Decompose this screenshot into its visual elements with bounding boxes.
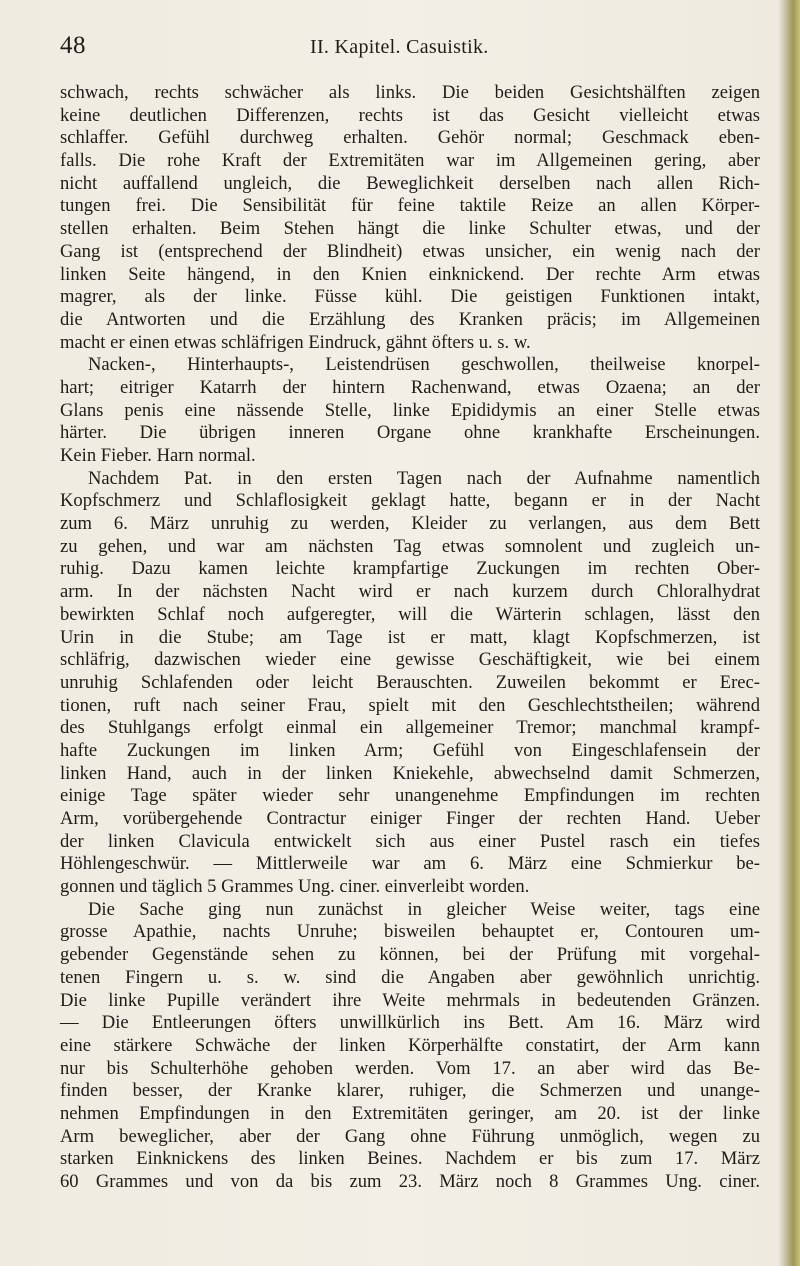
text-line: nur bis Schulterhöhe gehoben werden. Vom 17. an aber wird das Be- [60,1057,760,1079]
text-line: linken Seite hängend, in den Knien einknickend. Der rechte Arm etwas [60,263,760,285]
text-line: keine deutlichen Differenzen, rechts ist das Gesicht vielleicht etwas [60,104,760,126]
text-line: hart; eitriger Katarrh der hintern Rachenwand, etwas Ozaena; an der [60,376,760,398]
text-line: nicht auffallend ungleich, die Beweglichkeit derselben nach allen Rich- [60,172,760,194]
text-line: tungen frei. Die Sensibilität für feine taktile Reize an allen Körper- [60,195,760,217]
text-line: härter. Die übrigen inneren Organe ohne krankhafte Erscheinungen. [60,422,760,444]
text-line: bewirkten Schlaf noch aufgeregter, will die Wärterin schlagen, lässt den [60,603,760,625]
text-line: Kopfschmerz und Schlaflosigkeit geklagt hatte, begann er in der Nacht [60,490,760,512]
text-line: des Stuhlgangs erfolgt einmal ein allgemeiner Tremor; manchmal krampf- [60,717,760,739]
text-line: zu gehen, und war am nächsten Tag etwas somnolent und zugleich un- [60,535,760,557]
text-line: 60 Grammes und von da bis zum 23. März noch 8 Grammes Ung. ciner. [60,1171,760,1192]
text-line: Höhlengeschwür. — Mittlerweile war am 6. März eine Schmierkur be- [60,853,760,875]
text-line: Glans penis eine nässende Stelle, linke Epididymis an einer Stelle etwas [60,399,760,421]
text-line: Nacken-, Hinterhaupts-, Leistendrüsen geschwollen, theilweise knorpel- [88,354,760,376]
text-line: Die linke Pupille verändert ihre Weite mehrmals in bedeutenden Gränzen. [60,989,760,1011]
text-line: — Die Entleerungen öfters unwillkürlich ins Bett. Am 16. März wird [60,1012,760,1034]
text-line: unruhig Schlafenden oder leicht Berauschten. Zuweilen bekommt er Erec- [60,671,760,693]
text-line: nehmen Empfindungen in den Extremitäten geringer, am 20. ist der linke [60,1102,760,1124]
text-line: finden besser, der Kranke klarer, ruhiger, die Schmerzen und unange- [60,1080,760,1102]
text-line: schlaffer. Gefühl durchweg erhalten. Gehör normal; Geschmack eben- [60,127,760,149]
text-line: gebender Gegenstände sehen zu können, bei der Prüfung mit vorgehal- [60,944,760,966]
page-number: 48 [60,32,86,59]
text-line: schläfrig, dazwischen wieder eine gewisse Geschäftigkeit, wie bei einem [60,649,760,671]
text-line: einige Tage später wieder sehr unangenehme Empfindungen im rechten [60,785,760,807]
page-edge [778,0,800,1266]
text-line: ruhig. Dazu kamen leichte krampfartige Zuckungen im rechten Ober- [60,558,760,580]
text-line: Nachdem Pat. in den ersten Tagen nach der Aufnahme namentlich [88,467,760,489]
text-line: macht er einen etwas schläfrigen Eindruck, gähnt öfters u. s. w. [60,331,531,353]
text-line: starken Einknickens des linken Beines. Nachdem er bis zum 17. März [60,1148,760,1170]
text-line: stellen erhalten. Beim Stehen hängt die linke Schulter etwas, und der [60,218,760,240]
text-line: falls. Die rohe Kraft der Extremitäten war im Allgemeinen gering, aber [60,150,760,172]
text-line: magrer, als der linke. Füsse kühl. Die geistigen Funktionen intakt, [60,286,760,308]
running-head: II. Kapitel. Casuistik. [310,36,489,58]
text-line: tionen, ruft nach seiner Frau, spielt mit den Geschlechtstheilen; während [60,694,760,716]
text-line: grosse Apathie, nachts Unruhe; bisweilen behauptet er, Contouren um- [60,921,760,943]
text-line: gonnen und täglich 5 Grammes Ung. ciner. einverleibt worden. [60,876,530,898]
text-line: linken Hand, auch in der linken Kniekehle, abwechselnd damit Schmerzen, [60,762,760,784]
text-line: tenen Fingern u. s. w. sind die Angaben aber gewöhnlich unrichtig. [60,966,760,988]
page-header [60,32,760,62]
body-text [60,82,760,1194]
text-line: eine stärkere Schwäche der linken Körperhälfte constatirt, der Arm kann [60,1034,760,1056]
text-line: arm. In der nächsten Nacht wird er nach kurzem durch Chloralhydrat [60,581,760,603]
text-line: Arm beweglicher, aber der Gang ohne Führung unmöglich, wegen zu [60,1125,760,1147]
text-line: Kein Fieber. Harn normal. [60,445,256,466]
text-line: Die Sache ging nun zunächst in gleicher Weise weiter, tags eine [88,898,760,920]
text-line: Arm, vorübergehende Contractur einiger Finger der rechten Hand. Ueber [60,808,760,829]
text-line: zum 6. März unruhig zu werden, Kleider zu verlangen, aus dem Bett [60,513,760,535]
text-line: die Antworten und die Erzählung des Kranken präcis; im Allgemeinen [60,308,760,330]
text-line: schwach, rechts schwächer als links. Die beiden Gesichtshälften zeigen [60,82,760,103]
text-line: Gang ist (entsprechend der Blindheit) etwas unsicher, ein wenig nach der [60,240,760,262]
text-line: der linken Clavicula entwickelt sich aus einer Pustel rasch ein tiefes [60,830,760,852]
text-line: Urin in die Stube; am Tage ist er matt, klagt Kopfschmerzen, ist [60,626,760,648]
text-line: hafte Zuckungen im linken Arm; Gefühl von Eingeschlafensein der [60,739,760,761]
